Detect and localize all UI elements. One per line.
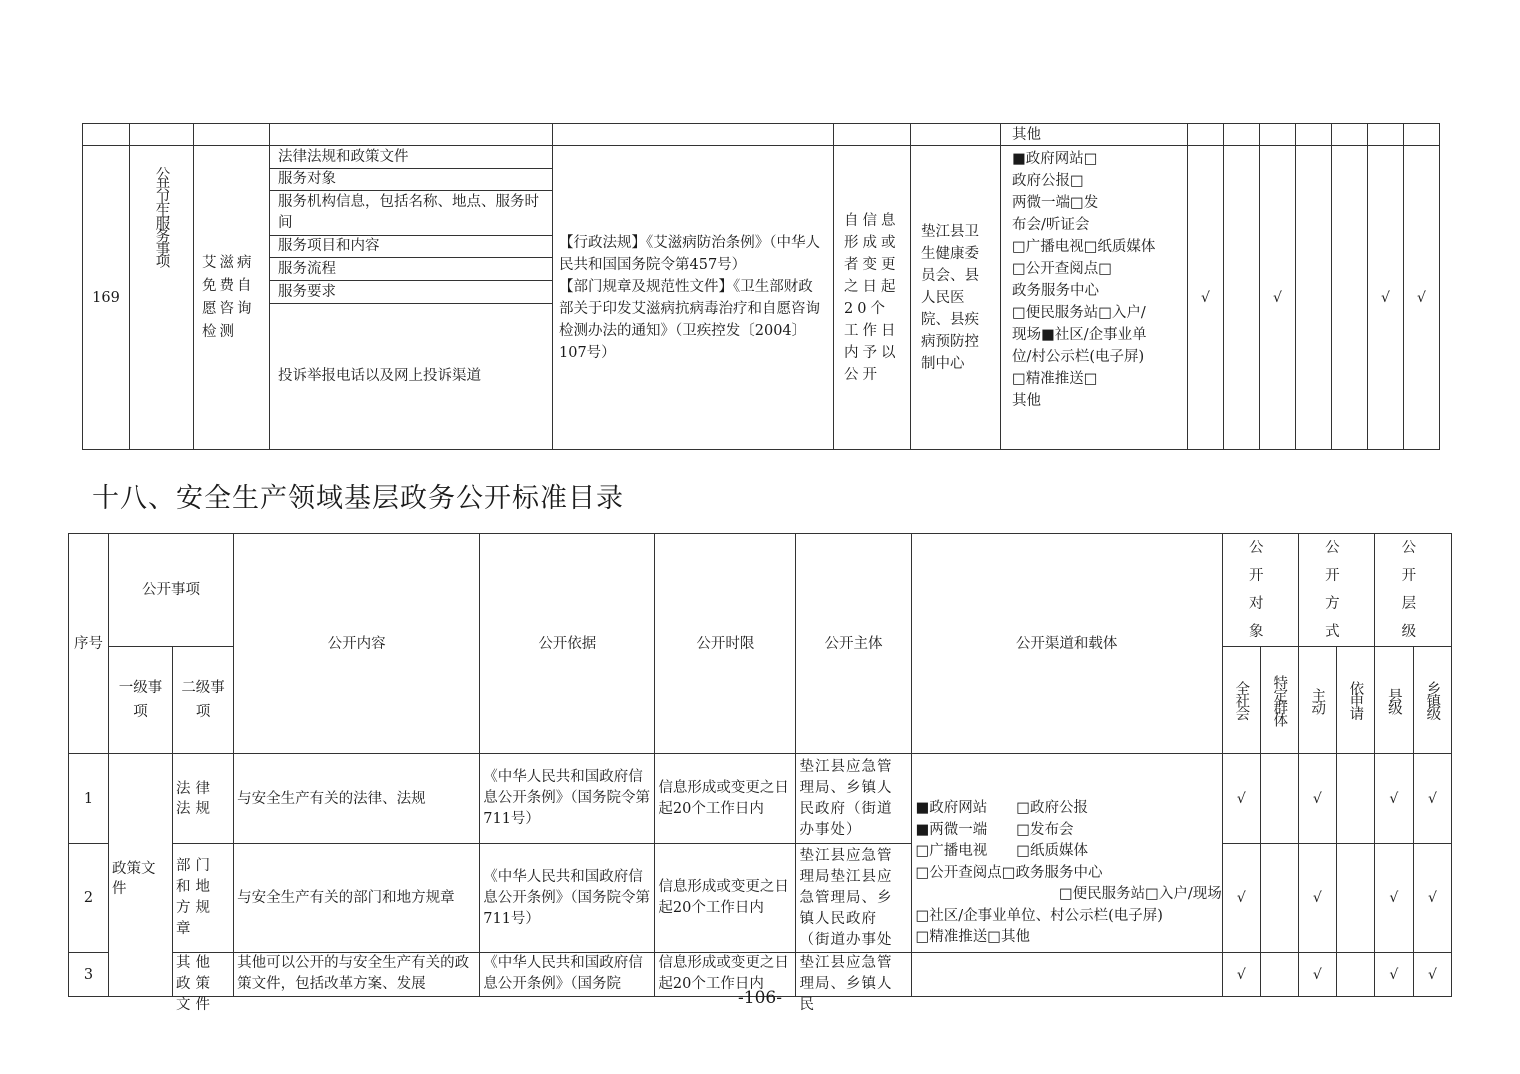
check-cell: √ — [1368, 146, 1404, 450]
channel-line: 现场■社区/企事业单 — [1012, 327, 1147, 343]
time-limit-text: 自信息形成或者变更之日起20个工作日内予以公开 — [844, 212, 900, 383]
target-specific-text: 特定群体 — [1271, 675, 1288, 725]
channel-line: □便民服务站□入户/现场 — [1058, 886, 1222, 902]
content-item: 投诉举报电话以及网上投诉渠道 — [278, 368, 481, 385]
time-limit-text: 信息形成或变更之日起20个工作日内 — [658, 955, 789, 992]
check-cell — [1336, 844, 1374, 953]
content-item: 服务对象 — [270, 168, 552, 190]
row-basis: 《中华人民共和国政府信息公开条例》（国务院令第711号） — [480, 754, 655, 844]
basis-regulation: 【行政法规】《艾滋病防治条例》（中华人民共和国国务院令第457号） — [559, 234, 820, 273]
channel-line: □便民服务站□入户/ — [1012, 305, 1146, 321]
header-subject: 公开主体 — [796, 534, 911, 754]
content-item: 服务机构信息，包括名称、地点、服务时间 — [270, 190, 552, 235]
check-cell: √ — [1413, 844, 1451, 953]
section-heading: 十八、安全生产领域基层政务公开标准目录 — [92, 483, 624, 514]
channel-line: ■两微一端 □发布会 — [915, 821, 1074, 838]
mode-active-text: 主动 — [1309, 687, 1326, 713]
row-seq: 3 — [69, 953, 109, 997]
row-level1 — [130, 146, 194, 450]
check-cell: √ — [1413, 754, 1451, 844]
basis-text: 《中华人民共和国政府信息公开条例》（国务院 — [483, 955, 643, 992]
header-level-county — [1374, 647, 1413, 754]
row-basis: 《中华人民共和国政府信息公开条例》（国务院令第711号） — [480, 844, 655, 953]
row-level2 — [173, 754, 234, 844]
header-level2 — [173, 647, 234, 754]
header-mode-request — [1336, 647, 1374, 754]
content-text: 其他可以公开的与安全生产有关的政策文件，包括改革方案、发展 — [237, 955, 470, 992]
check-cell: √ — [1374, 953, 1413, 997]
header-mode-text: 公开方式 — [1325, 540, 1348, 640]
check-cell: √ — [1298, 953, 1336, 997]
row-subject: 垫江县应急管理局、乡镇人民政府（街道办事处） — [796, 754, 911, 844]
channel-line: 两微一端□发 — [1012, 195, 1099, 211]
row-time-limit: 信息形成或变更之日起20个工作日内 — [655, 844, 796, 953]
header-target-all — [1222, 647, 1260, 754]
content-item: 服务要求 — [270, 280, 552, 303]
content-item: 法律法规和政策文件 — [270, 146, 552, 168]
level2-text: 部门和地方规章 — [176, 858, 216, 937]
row-time-limit — [834, 146, 911, 450]
table-row — [69, 754, 1452, 844]
channel-line: □广播电视 □纸质媒体 — [915, 843, 1088, 859]
channel-line: □社区/企事业单位、村公示栏(电子屏) — [915, 907, 1163, 924]
channel-line: 政府公报□ — [1012, 173, 1084, 189]
row-169 — [83, 146, 1440, 450]
row-level2 — [194, 146, 270, 450]
check-cell — [1296, 146, 1332, 450]
basis-rules: 【部门规章及规范性文件】《卫生部财政部关于印发艾滋病抗病毒治疗和自愿咨询检测办法的通知》（卫疾控发〔2004〕107号） — [559, 278, 820, 361]
channel-line: 政务服务中心 — [1012, 283, 1099, 299]
table-row — [69, 844, 1452, 953]
check-cell: √ — [1298, 754, 1336, 844]
row-basis — [553, 146, 834, 450]
continuation-channel-cell: 其他 — [1001, 124, 1188, 146]
check-cell: √ — [1374, 844, 1413, 953]
header-level-town — [1413, 647, 1451, 754]
subject-text: 垫江县卫生健康委员会、县人民医院、县疾病预防控制中心 — [921, 223, 979, 372]
row-seq: 2 — [69, 844, 109, 953]
row-content: 与安全生产有关的法律、法规 — [234, 754, 480, 844]
check-cell: √ — [1188, 146, 1224, 450]
level2-text: 法律法规 — [176, 780, 216, 817]
check-cell: √ — [1413, 953, 1451, 997]
channel-line: 其他 — [1012, 393, 1041, 409]
channel-line: □广播电视□纸质媒体 — [1012, 239, 1156, 255]
level-county-text: 县级 — [1385, 687, 1402, 713]
channel-line: 位/村公示栏(电子屏) — [1012, 349, 1145, 365]
channel-line: □精准推送□ — [1012, 371, 1098, 387]
channel-line: ■政府网站 □政府公报 — [915, 800, 1088, 816]
channel-line: □公开查阅点□政务服务中心 — [915, 864, 1103, 881]
check-cell — [1224, 146, 1260, 450]
check-cell: √ — [1298, 844, 1336, 953]
header-level — [1374, 534, 1451, 647]
check-cell — [1332, 146, 1368, 450]
contents-sublist — [270, 146, 552, 449]
header-mode-active — [1298, 647, 1336, 754]
upper-table — [82, 123, 1440, 450]
header-items: 公开事项 — [109, 534, 234, 647]
channel-line: □精准推送□其他 — [915, 929, 1030, 945]
content-item: 服务流程 — [270, 257, 552, 280]
header-seq: 序号 — [69, 534, 109, 754]
header-level1 — [109, 647, 173, 754]
row-seq: 169 — [83, 146, 130, 450]
check-cell: √ — [1374, 754, 1413, 844]
check-cell: √ — [1222, 844, 1260, 953]
page-number: -106- — [738, 988, 782, 1008]
check-cell: √ — [1222, 754, 1260, 844]
header-target-specific — [1260, 647, 1298, 754]
level-town-text: 乡镇级 — [1424, 681, 1441, 719]
check-cell — [1260, 844, 1298, 953]
check-cell: √ — [1260, 146, 1296, 450]
row-channels — [1001, 146, 1188, 450]
row-contents — [270, 146, 553, 450]
header-content: 公开内容 — [234, 534, 480, 754]
header-basis: 公开依据 — [480, 534, 655, 754]
level1-shared-text: 政策文件 — [112, 861, 156, 897]
check-cell — [1260, 754, 1298, 844]
header-level1-text: 一级事项 — [118, 680, 163, 720]
row-time-limit: 信息形成或变更之日起20个工作日内 — [655, 754, 796, 844]
target-all-text: 全社会 — [1233, 681, 1250, 719]
row-content: 与安全生产有关的部门和地方规章 — [234, 844, 480, 953]
check-cell: √ — [1404, 146, 1440, 450]
header-level2-text: 二级事项 — [181, 680, 225, 720]
level2-text: 其他政策文件 — [176, 955, 216, 1013]
header-target-text: 公开对象 — [1249, 540, 1272, 640]
content-item: 服务项目和内容 — [270, 235, 552, 257]
check-cell — [1336, 754, 1374, 844]
channel-line: 布会/听证会 — [1012, 217, 1090, 233]
channel-line: ■政府网站□ — [1012, 151, 1098, 167]
upper-table-continuation-row — [83, 124, 1440, 146]
header-row-1 — [69, 534, 1452, 647]
level1-vertical-text: 公共卫生服务事项 — [153, 166, 170, 266]
channel-line: □公开查阅点□ — [1012, 261, 1112, 277]
header-level-text: 公开层级 — [1401, 540, 1425, 640]
header-target — [1222, 534, 1298, 647]
subject-text: 垫江县应急管理局、乡镇人民 — [799, 955, 893, 1013]
row-subject: 垫江县应急管理局垫江县应急管理局、乡镇人民政府（街道办事处 — [796, 844, 911, 953]
header-channel: 公开渠道和载体 — [911, 534, 1222, 754]
row-level1-shared — [109, 754, 173, 997]
row-level2 — [173, 844, 234, 953]
check-cell: √ — [1222, 953, 1260, 997]
header-mode — [1298, 534, 1374, 647]
header-time-limit: 公开时限 — [655, 534, 796, 754]
mode-request-text: 依申请 — [1347, 681, 1364, 719]
row-seq: 1 — [69, 754, 109, 844]
row-channels-shared — [911, 754, 1222, 953]
row-subject — [911, 146, 1001, 450]
level2-text: 艾滋病免费自愿咨询检测 — [202, 254, 255, 340]
